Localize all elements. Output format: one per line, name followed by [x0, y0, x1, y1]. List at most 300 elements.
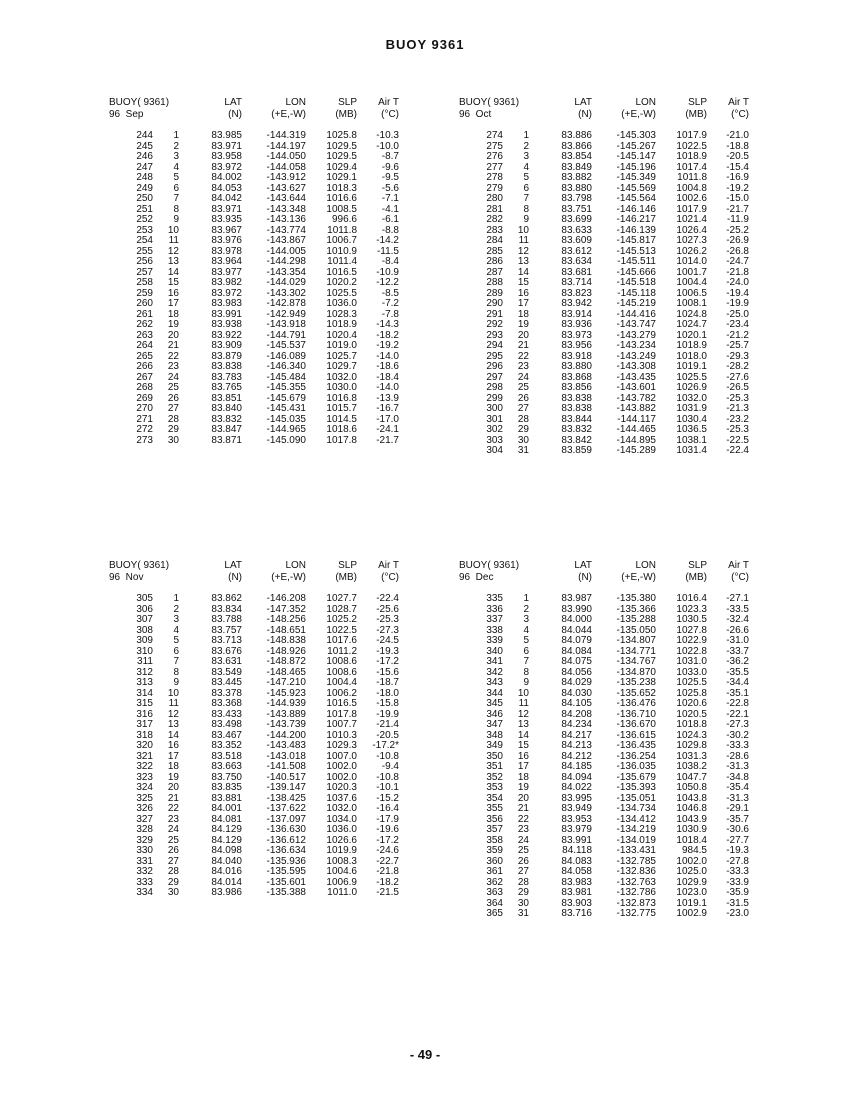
day-of-month: 29: [167, 424, 179, 436]
day-of-month: 3: [173, 614, 179, 626]
day-of-year: 313: [136, 677, 153, 689]
day-of-year: 352: [486, 771, 503, 783]
air-temp-value: -34.8: [726, 771, 749, 783]
lat-value: 84.081: [211, 813, 242, 825]
day-of-month: 23: [167, 361, 179, 373]
air-temp-value: -25.6: [376, 603, 399, 615]
day-of-year: 271: [136, 413, 153, 425]
page-title: BUOY 9361: [385, 37, 465, 52]
day-of-month: 3: [523, 614, 529, 626]
day-of-year: 303: [486, 434, 503, 446]
day-of-year: 347: [486, 719, 503, 731]
lon-value: -138.425: [266, 792, 306, 804]
lat-value: 83.832: [561, 424, 592, 436]
lon-value: -143.279: [616, 329, 656, 341]
air-temp-value: -33.7: [726, 645, 749, 657]
lat-value: 84.053: [211, 182, 242, 194]
lat-value: 83.909: [211, 340, 242, 352]
slp-value: 1020.2: [326, 277, 357, 289]
lon-value: -144.050: [266, 151, 306, 163]
lat-value: 83.977: [211, 266, 242, 278]
slp-value: 1018.9: [326, 319, 357, 331]
period-label: 96 Sep: [109, 109, 144, 120]
lat-value: 83.880: [561, 182, 592, 194]
day-of-year: 357: [486, 824, 503, 836]
day-of-year: 304: [486, 445, 503, 457]
air-temp-value: -33.3: [726, 866, 749, 878]
day-of-year: 311: [137, 656, 153, 668]
day-of-month: 8: [523, 203, 529, 215]
table-header-row: [459, 560, 819, 572]
day-of-month: 12: [167, 708, 179, 720]
lat-value: 83.985: [211, 130, 242, 141]
lat-value: 84.042: [211, 193, 242, 205]
day-of-month: 2: [523, 603, 529, 615]
lat-value: 83.378: [211, 687, 242, 699]
lon-value: -143.774: [266, 224, 306, 236]
lat-value: 83.973: [561, 329, 592, 341]
lat-value: 84.014: [211, 876, 242, 888]
day-of-year: 339: [486, 635, 503, 647]
day-of-year: 284: [486, 235, 503, 247]
slp-value: 1002.9: [676, 908, 707, 920]
day-of-month: 2: [523, 140, 529, 152]
lon-value: -146.217: [616, 214, 656, 226]
slp-value: 1017.6: [326, 635, 357, 647]
air-temp-value: -27.7: [726, 834, 749, 846]
table-row: [459, 909, 819, 920]
lon-value: -143.302: [266, 287, 306, 299]
day-of-month: 18: [517, 771, 529, 783]
lon-value: -146.139: [616, 224, 656, 236]
lon-value: -147.352: [266, 603, 306, 615]
slp-value: 1038.1: [676, 434, 707, 446]
air-temp-value: -19.9: [726, 298, 749, 310]
lat-header: LAT: [574, 97, 592, 108]
day-of-year: 295: [486, 350, 503, 362]
lon-value: -133.431: [616, 845, 656, 857]
lon-value: -134.412: [616, 813, 656, 825]
lon-value: -135.595: [266, 866, 306, 878]
air-header: Air T: [378, 97, 399, 108]
day-of-month: 30: [167, 887, 179, 899]
slp-value: 1029.5: [326, 151, 357, 163]
day-of-year: 245: [136, 140, 153, 152]
lat-value: 83.871: [211, 434, 242, 446]
day-of-month: 4: [523, 624, 529, 636]
lon-value: -144.965: [266, 424, 306, 436]
slp-value: 1018.9: [676, 340, 707, 352]
day-of-year: 324: [136, 782, 153, 794]
air-temp-value: -24.0: [726, 277, 749, 289]
day-of-year: 265: [136, 350, 153, 362]
air-temp-value: -27.6: [726, 371, 749, 383]
air-temp-value: -4.1: [381, 203, 399, 215]
slp-value: 1010.9: [326, 245, 357, 257]
day-of-year: 360: [486, 855, 503, 867]
lon-value: -144.058: [266, 161, 306, 173]
day-of-year: 341: [486, 656, 503, 668]
day-of-year: 353: [486, 782, 503, 794]
day-of-year: 276: [486, 151, 503, 163]
lat-value: 83.903: [561, 897, 592, 909]
lon-value: -143.234: [616, 340, 656, 352]
slp-value: 1031.3: [676, 750, 707, 762]
air-temp-value: -18.2: [376, 876, 399, 888]
day-of-month: 18: [517, 308, 529, 320]
slp-value: 1031.4: [676, 445, 707, 457]
lat-unit: (N): [228, 572, 242, 583]
lon-value: -145.289: [616, 445, 656, 457]
day-of-year: 365: [486, 908, 503, 920]
lat-unit: (N): [578, 572, 592, 583]
lon-value: -136.476: [616, 698, 656, 710]
lon-value: -145.537: [266, 340, 306, 352]
slp-value: 1004.6: [326, 866, 357, 878]
lon-unit: (+E,-W): [621, 109, 656, 120]
air-temp-value: -25.3: [726, 424, 749, 436]
table-header-row: [459, 97, 819, 109]
slp-value: 1025.5: [676, 677, 707, 689]
air-temp-value: -17.0: [376, 413, 399, 425]
slp-value: 1032.0: [326, 371, 357, 383]
slp-value: 1020.4: [326, 329, 357, 341]
day-of-month: 20: [517, 329, 529, 341]
lat-value: 83.823: [561, 287, 592, 299]
day-of-year: 342: [486, 666, 503, 678]
slp-value: 1004.4: [676, 277, 707, 289]
lat-value: 83.847: [211, 424, 242, 436]
lat-value: 83.788: [211, 614, 242, 626]
lon-value: -135.388: [266, 887, 306, 899]
slp-value: 1023.3: [676, 603, 707, 615]
day-of-month: 14: [167, 729, 179, 741]
lat-value: 84.234: [561, 719, 592, 731]
air-temp-value: -25.2: [726, 224, 749, 236]
air-temp-value: -28.6: [726, 750, 749, 762]
lon-value: -145.666: [616, 266, 656, 278]
lat-value: 83.986: [211, 887, 242, 899]
slp-value: 1018.3: [326, 182, 357, 194]
lon-value: -144.197: [266, 140, 306, 152]
day-of-year: 257: [136, 266, 153, 278]
air-temp-value: -28.2: [726, 361, 749, 373]
day-of-month: 13: [167, 256, 179, 268]
lon-value: -132.785: [616, 855, 656, 867]
air-temp-value: -13.9: [376, 392, 399, 404]
slp-value: 1020.3: [326, 782, 357, 794]
day-of-month: 28: [167, 866, 179, 878]
day-of-month: 9: [173, 677, 179, 689]
day-of-year: 255: [136, 245, 153, 257]
air-temp-value: -16.4: [376, 803, 399, 815]
air-temp-value: -25.3: [726, 392, 749, 404]
lon-value: -145.090: [266, 434, 306, 446]
lat-header: LAT: [224, 97, 242, 108]
air-temp-value: -15.0: [726, 193, 749, 205]
table-row: [459, 636, 819, 647]
air-temp-value: -23.0: [726, 908, 749, 920]
period-label: 96 Oct: [459, 109, 492, 120]
slp-value: 1032.0: [326, 803, 357, 815]
lat-value: 84.098: [211, 845, 242, 857]
air-temp-value: -22.7: [376, 855, 399, 867]
table-row: [109, 152, 469, 163]
air-temp-value: -19.3: [726, 845, 749, 857]
day-of-year: 355: [486, 803, 503, 815]
lon-value: -145.431: [266, 403, 306, 415]
day-of-year: 249: [136, 182, 153, 194]
day-of-month: 30: [167, 434, 179, 446]
day-of-month: 18: [167, 308, 179, 320]
day-of-year: 358: [486, 834, 503, 846]
lat-unit: (N): [578, 109, 592, 120]
slp-value: 1001.7: [676, 266, 707, 278]
lat-value: 84.094: [561, 771, 592, 783]
table-unit-row: [459, 572, 819, 584]
day-of-year: 294: [486, 340, 503, 352]
slp-value: 1006.9: [326, 876, 357, 888]
lon-value: -143.739: [266, 719, 306, 731]
lat-value: 83.498: [211, 719, 242, 731]
lon-unit: (+E,-W): [271, 109, 306, 120]
day-of-month: 19: [517, 782, 529, 794]
day-of-year: 340: [486, 645, 503, 657]
lon-value: -143.483: [266, 740, 306, 752]
lon-value: -145.355: [266, 382, 306, 394]
buoy-label: BUOY( 9361): [459, 97, 520, 108]
lat-value: 83.676: [211, 645, 242, 657]
air-temp-value: -35.4: [726, 782, 749, 794]
lat-value: 84.040: [211, 855, 242, 867]
air-temp-value: -18.4: [376, 371, 399, 383]
day-of-month: 21: [167, 792, 179, 804]
lon-value: -134.019: [616, 834, 656, 846]
slp-value: 1025.8: [676, 687, 707, 699]
lat-value: 83.838: [211, 361, 242, 373]
slp-value: 1025.8: [326, 130, 357, 141]
day-of-year: 345: [486, 698, 503, 710]
slp-value: 1036.0: [326, 298, 357, 310]
air-temp-value: -35.1: [726, 687, 749, 699]
day-of-year: 330: [136, 845, 153, 857]
day-of-year: 253: [136, 224, 153, 236]
lon-value: -144.005: [266, 245, 306, 257]
day-of-year: 351: [486, 761, 503, 773]
day-of-year: 350: [486, 750, 503, 762]
day-of-year: 274: [486, 130, 503, 141]
day-of-month: 5: [523, 635, 529, 647]
lon-value: -148.465: [266, 666, 306, 678]
day-of-year: 329: [136, 834, 153, 846]
day-of-month: 16: [517, 287, 529, 299]
slp-value: 1016.4: [676, 593, 707, 604]
air-temp-value: -20.5: [726, 151, 749, 163]
day-of-month: 23: [167, 813, 179, 825]
lat-value: 83.859: [561, 445, 592, 457]
day-of-month: 22: [517, 813, 529, 825]
day-of-year: 300: [486, 403, 503, 415]
table-row: [109, 594, 469, 605]
slp-value: 1020.6: [676, 698, 707, 710]
slp-value: 1033.0: [676, 666, 707, 678]
lat-value: 83.881: [211, 792, 242, 804]
lat-value: 83.783: [211, 371, 242, 383]
buoy-label: BUOY( 9361): [109, 560, 170, 571]
day-of-month: 7: [173, 193, 179, 205]
day-of-month: 20: [167, 329, 179, 341]
buoy-table-96-oct: [459, 97, 819, 457]
air-temp-value: -26.8: [726, 245, 749, 257]
lat-value: 84.208: [561, 708, 592, 720]
day-of-month: 27: [517, 403, 529, 415]
lat-value: 83.609: [561, 235, 592, 247]
air-unit: (°C): [381, 109, 399, 120]
lon-header: LON: [635, 97, 656, 108]
lat-value: 83.714: [561, 277, 592, 289]
day-of-month: 26: [167, 392, 179, 404]
page-number: - 49 -: [409, 1047, 441, 1062]
day-of-year: 264: [136, 340, 153, 352]
lat-value: 83.467: [211, 729, 242, 741]
air-temp-value: -11.5: [376, 245, 399, 257]
day-of-month: 19: [167, 319, 179, 331]
lat-value: 83.922: [211, 329, 242, 341]
lat-value: 83.832: [211, 413, 242, 425]
day-of-year: 268: [136, 382, 153, 394]
lon-value: -144.298: [266, 256, 306, 268]
lat-value: 83.918: [561, 350, 592, 362]
lon-header: LON: [285, 560, 306, 571]
day-of-month: 17: [167, 750, 179, 762]
air-temp-value: -7.1: [381, 193, 399, 205]
day-of-month: 21: [517, 803, 529, 815]
air-temp-value: -21.5: [376, 887, 399, 899]
air-temp-value: -23.4: [726, 319, 749, 331]
slp-value: 1026.9: [676, 382, 707, 394]
day-of-month: 15: [517, 740, 529, 752]
slp-value: 1034.0: [326, 813, 357, 825]
slp-value: 1017.8: [326, 434, 357, 446]
air-temp-value: -25.0: [726, 308, 749, 320]
slp-header: SLP: [338, 560, 357, 571]
lon-value: -143.018: [266, 750, 306, 762]
lon-value: -148.651: [266, 624, 306, 636]
air-temp-value: -26.9: [726, 235, 749, 247]
day-of-year: 261: [136, 308, 153, 320]
day-of-month: 17: [167, 298, 179, 310]
air-temp-value: -11.9: [726, 214, 749, 226]
table-row: [109, 615, 469, 626]
slp-value: 1014.5: [326, 413, 357, 425]
lat-value: 83.981: [561, 887, 592, 899]
table-unit-row: [459, 109, 819, 121]
air-temp-value: -35.5: [726, 666, 749, 678]
day-of-month: 30: [517, 434, 529, 446]
air-temp-value: -8.7: [381, 151, 399, 163]
day-of-year: 302: [486, 424, 503, 436]
slp-value: 1008.1: [676, 298, 707, 310]
day-of-month: 1: [173, 593, 179, 604]
slp-value: 1027.7: [326, 593, 357, 604]
lon-value: -132.763: [616, 876, 656, 888]
lon-value: -142.878: [266, 298, 306, 310]
slp-value: 1028.7: [326, 603, 357, 615]
lat-value: 83.838: [561, 392, 592, 404]
air-temp-value: -17.2: [376, 834, 399, 846]
lon-header: LON: [635, 560, 656, 571]
day-of-month: 19: [167, 771, 179, 783]
day-of-month: 21: [167, 340, 179, 352]
air-temp-value: -19.4: [726, 287, 749, 299]
lon-value: -134.219: [616, 824, 656, 836]
day-of-year: 312: [136, 666, 153, 678]
lon-value: -144.791: [266, 329, 306, 341]
day-of-month: 16: [167, 740, 179, 752]
lat-value: 83.612: [561, 245, 592, 257]
air-temp-value: -22.5: [726, 434, 749, 446]
air-temp-value: -30.2: [726, 729, 749, 741]
lat-value: 83.851: [211, 392, 242, 404]
air-header: Air T: [728, 97, 749, 108]
slp-value: 1007.0: [326, 750, 357, 762]
lat-value: 84.000: [561, 614, 592, 626]
lat-value: 83.868: [561, 371, 592, 383]
slp-value: 1046.8: [676, 803, 707, 815]
lat-value: 83.866: [561, 140, 592, 152]
day-of-year: 349: [486, 740, 503, 752]
lat-value: 84.044: [561, 624, 592, 636]
day-of-month: 15: [167, 277, 179, 289]
day-of-year: 362: [486, 876, 503, 888]
air-temp-value: -19.2: [726, 182, 749, 194]
day-of-year: 309: [136, 635, 153, 647]
lat-value: 83.433: [211, 708, 242, 720]
day-of-month: 27: [517, 866, 529, 878]
air-temp-value: -19.3: [376, 645, 399, 657]
day-of-year: 317: [136, 719, 153, 731]
lat-value: 83.879: [211, 350, 242, 362]
air-header: Air T: [378, 560, 399, 571]
slp-unit: (MB): [685, 572, 707, 583]
air-temp-value: -5.6: [381, 182, 399, 194]
lon-value: -143.249: [616, 350, 656, 362]
air-temp-value: -15.6: [376, 666, 399, 678]
air-temp-value: -27.3: [726, 719, 749, 731]
lon-value: -135.238: [616, 677, 656, 689]
air-temp-value: -24.5: [376, 635, 399, 647]
air-temp-value: -30.6: [726, 824, 749, 836]
lat-value: 83.976: [211, 235, 242, 247]
period-label: 96 Dec: [459, 572, 494, 583]
lon-value: -139.147: [266, 782, 306, 794]
day-of-month: 27: [167, 855, 179, 867]
day-of-month: 9: [523, 677, 529, 689]
air-temp-value: -19.6: [376, 824, 399, 836]
lat-value: 83.972: [211, 161, 242, 173]
day-of-year: 320: [136, 740, 153, 752]
slp-value: 1036.5: [676, 424, 707, 436]
air-temp-value: -32.4: [726, 614, 749, 626]
lat-unit: (N): [228, 109, 242, 120]
day-of-year: 260: [136, 298, 153, 310]
day-of-year: 325: [136, 792, 153, 804]
day-of-year: 348: [486, 729, 503, 741]
slp-value: 1011.4: [327, 256, 357, 268]
lon-value: -143.627: [266, 182, 306, 194]
buoy-table-96-sep: [109, 97, 469, 446]
lon-value: -136.630: [266, 824, 306, 836]
